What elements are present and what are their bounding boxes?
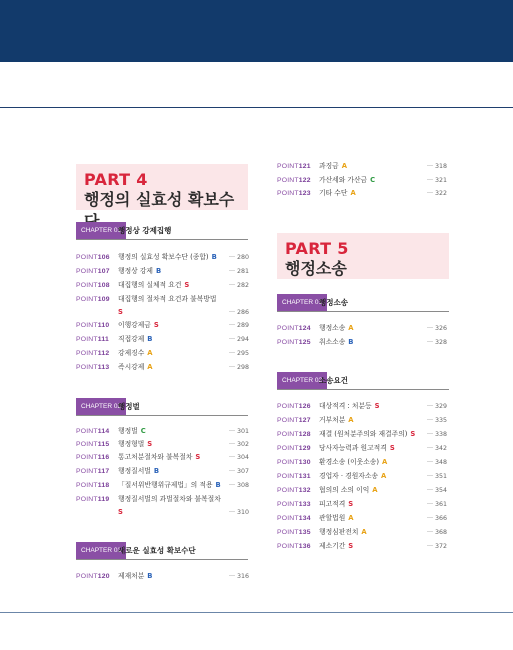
toc-item-131[interactable] [277,470,449,483]
chapter-tag: CHAPTER 02 [76,398,126,415]
point-code: POINT136 [277,543,311,550]
part4-banner [76,164,248,210]
chapter-tag: CHAPTER 01 [76,222,126,239]
toc-item-133[interactable] [277,498,449,511]
point-code: POINT110 [76,322,110,329]
toc-item-107[interactable] [76,265,248,278]
grade-badge: A [350,189,356,197]
point-code: POINT116 [76,454,110,461]
chapter-title: 행정소송 [319,298,348,307]
item-title: 거부처분 A [319,416,354,424]
toc-item-120[interactable] [76,570,248,583]
item-title: 행정질서벌의 과벌절차와 불복절차 [118,495,221,503]
grade-badge: S [147,440,153,448]
item-title: 행정질서벌 B [118,467,160,475]
toc-item-118[interactable] [76,479,248,492]
grade-badge: B [348,338,354,346]
point-code: POINT120 [76,573,110,580]
page-number: ··· 302 [229,441,250,448]
grade-badge: S [195,453,201,461]
grade-badge: B [147,335,153,343]
point-code: POINT129 [277,445,311,452]
point-code: POINT130 [277,459,311,466]
part5-title: 행정소송 [285,259,347,278]
toc-item-113[interactable] [76,361,248,374]
part4-title: 행정의 실효성 확보수 [84,190,235,209]
page-number: ··· 328 [427,339,448,346]
toc-item-127[interactable] [277,414,449,427]
toc-item-111[interactable] [76,333,248,346]
page-number: ··· 372 [427,543,448,550]
item-title: 행정상 강제 B [118,267,162,275]
point-code: POINT119 [76,496,110,503]
grade-badge: C [370,176,376,184]
item-title: 즉시강제 A [118,363,153,371]
item-title: 행정소송 A [319,324,354,332]
page-number: ··· 304 [229,454,250,461]
item-title: 기타 수단 A [319,189,356,197]
part4-chapter-02-header [76,398,248,416]
item-title: 취소소송 B [319,338,354,346]
header-rule [0,107,513,108]
point-code: POINT135 [277,529,311,536]
page-number: ··· 368 [427,529,448,536]
grade-badge: S [184,281,190,289]
grade-badge: S [374,402,380,410]
part5-chapter-01-header [277,294,449,312]
page-number: ··· 282 [229,282,250,289]
item-title: 대집행의 실체적 요건 S [118,281,190,289]
chapter-title: 행정벌 [118,402,140,411]
point-code: POINT114 [76,428,110,435]
item-title: 협의의 소의 이익 A [319,486,378,494]
item-title: 대집행의 절차적 요건과 불복방법 [118,295,217,303]
page-number: ··· 321 [427,177,448,184]
toc-item-119[interactable] [76,493,248,519]
item-title: 강제징수 A [118,349,153,357]
grade-badge: S [153,321,159,329]
page-number: ··· 348 [427,459,448,466]
point-code: POINT112 [76,350,110,357]
toc-item-128[interactable] [277,428,449,441]
point-code: POINT126 [277,403,311,410]
page-number: ··· 354 [427,487,448,494]
item-title: 행정의 실효성 확보수단 (종합) B [118,253,217,261]
page-number: ··· 338 [427,431,448,438]
item-title: 피고적격 S [319,500,354,508]
item-title: 제재처분 B [118,572,153,580]
grade-badge: A [348,324,354,332]
page-number: ··· 329 [427,403,448,410]
page-number: ··· 335 [427,417,448,424]
grade-badge: C [140,427,146,435]
chapter-title: 새로운 실효성 확보수단 [118,546,196,555]
page-number: ··· 326 [427,325,448,332]
chapter-title: 소송요건 [319,376,348,385]
grade-badge: B [147,572,153,580]
grade-badge: A [382,458,388,466]
grade-badge: S [118,508,123,516]
page-number: ··· 316 [229,573,250,580]
item-title: 통고처분절차와 불복절차 S [118,453,201,461]
point-code: POINT123 [277,190,311,197]
item-title: 「질서위반행위규제법」의 적용 B [118,481,221,489]
toc-item-130[interactable] [277,456,449,469]
grade-badge: A [147,363,153,371]
grade-badge: A [147,349,153,357]
grade-badge: S [348,500,354,508]
page-number: ··· 289 [229,322,250,329]
grade-badge: S [348,542,354,550]
point-code: POINT117 [76,468,110,475]
toc-item-121[interactable] [277,160,449,173]
toc-item-129[interactable] [277,442,449,455]
page-number: ··· 295 [229,350,250,357]
item-title: 제소기간 S [319,542,354,550]
item-title: 가산세와 가산금 C [319,176,376,184]
toc-item-110[interactable] [76,319,248,332]
grade-badge: A [372,486,378,494]
grade-badge: S [389,444,395,452]
grade-badge: B [156,267,162,275]
toc-item-135[interactable] [277,526,449,539]
chapter-tag: CHAPTER 01 [277,294,327,311]
item-title: 이행강제금 S [118,321,159,329]
chapter-tag: CHAPTER 02 [277,372,327,389]
item-title: 경업자 · 경원자소송 A [319,472,387,480]
part5-chapter-02-header [277,372,449,390]
toc-item-134[interactable] [277,512,449,525]
chapter-title: 행정상 강제집행 [118,226,172,235]
item-title: 환경소송 (이웃소송) A [319,458,388,466]
point-code: POINT131 [277,473,311,480]
part5-label: PART 5 [285,239,349,258]
point-code: POINT133 [277,501,311,508]
item-title: 직접강제 B [118,335,153,343]
page-number: ··· 301 [229,428,250,435]
grade-badge: B [211,253,217,261]
grade-badge: A [348,514,354,522]
page-number: ··· 280 [229,254,250,261]
page-number: ··· 294 [229,336,250,343]
point-code: POINT121 [277,163,311,170]
toc-item-116[interactable] [76,451,248,464]
page-number: ··· 361 [427,501,448,508]
part4-chapter-01-header [76,222,248,240]
toc-item-132[interactable] [277,484,449,497]
page-number: ··· 281 [229,268,250,275]
page-number: ··· 366 [427,515,448,522]
item-title: 대상적격 : 처분등 S [319,402,380,410]
point-code: POINT107 [76,268,110,275]
grade-badge: S [118,308,123,316]
item-title: 과징금 A [319,162,347,170]
point-code: POINT128 [277,431,311,438]
page-number: ··· 310 [229,509,250,516]
toc-item-126[interactable] [277,400,449,413]
item-title: 관할법원 A [319,514,354,522]
point-code: POINT134 [277,515,311,522]
grade-badge: S [410,430,416,438]
grade-badge: A [348,416,354,424]
point-code: POINT132 [277,487,311,494]
toc-item-114[interactable] [76,425,248,438]
toc-item-109[interactable] [76,293,248,319]
toc-item-122[interactable] [277,174,449,187]
point-code: POINT127 [277,417,311,424]
point-code: POINT125 [277,339,311,346]
page-number: ··· 322 [427,190,448,197]
grade-badge: A [381,472,387,480]
item-title: 당사자능력과 원고적격 S [319,444,395,452]
point-code: POINT124 [277,325,311,332]
chapter-tag: CHAPTER 03 [76,542,126,559]
grade-badge: B [215,481,221,489]
page-number: ··· 307 [229,468,250,475]
grade-badge: A [341,162,347,170]
toc-item-112[interactable] [76,347,248,360]
point-code: POINT122 [277,177,311,184]
point-code: POINT113 [76,364,110,371]
part4-label: PART 4 [84,170,148,189]
point-code: POINT111 [76,336,109,343]
page-number: ··· 286 [229,309,250,316]
page-number: ··· 342 [427,445,448,452]
point-code: POINT118 [76,482,110,489]
point-code: POINT106 [76,254,110,261]
point-code: POINT109 [76,296,110,303]
part4-chapter-03-header [76,542,248,560]
item-title: 행정벌 C [118,427,146,435]
toc-item-115[interactable] [76,438,248,451]
header-band [0,0,513,62]
part5-banner [277,233,449,279]
item-title: 행정심판전치 A [319,528,367,536]
toc-item-108[interactable] [76,279,248,292]
toc-item-124[interactable] [277,322,449,335]
footer-rule [0,612,513,613]
page-number: ··· 298 [229,364,250,371]
toc-item-123[interactable] [277,187,449,200]
toc-item-125[interactable] [277,336,449,349]
toc-item-106[interactable] [76,251,248,264]
page-number: ··· 308 [229,482,250,489]
point-code: POINT115 [76,441,110,448]
point-code: POINT108 [76,282,110,289]
toc-item-136[interactable] [277,540,449,553]
grade-badge: B [153,467,160,475]
item-title: 재결 (원처분주의와 재결주의) S [319,430,416,438]
page-number: ··· 351 [427,473,448,480]
item-title: 행정형벌 S [118,440,153,448]
page-number: ··· 318 [427,163,448,170]
toc-item-117[interactable] [76,465,248,478]
grade-badge: A [361,528,367,536]
